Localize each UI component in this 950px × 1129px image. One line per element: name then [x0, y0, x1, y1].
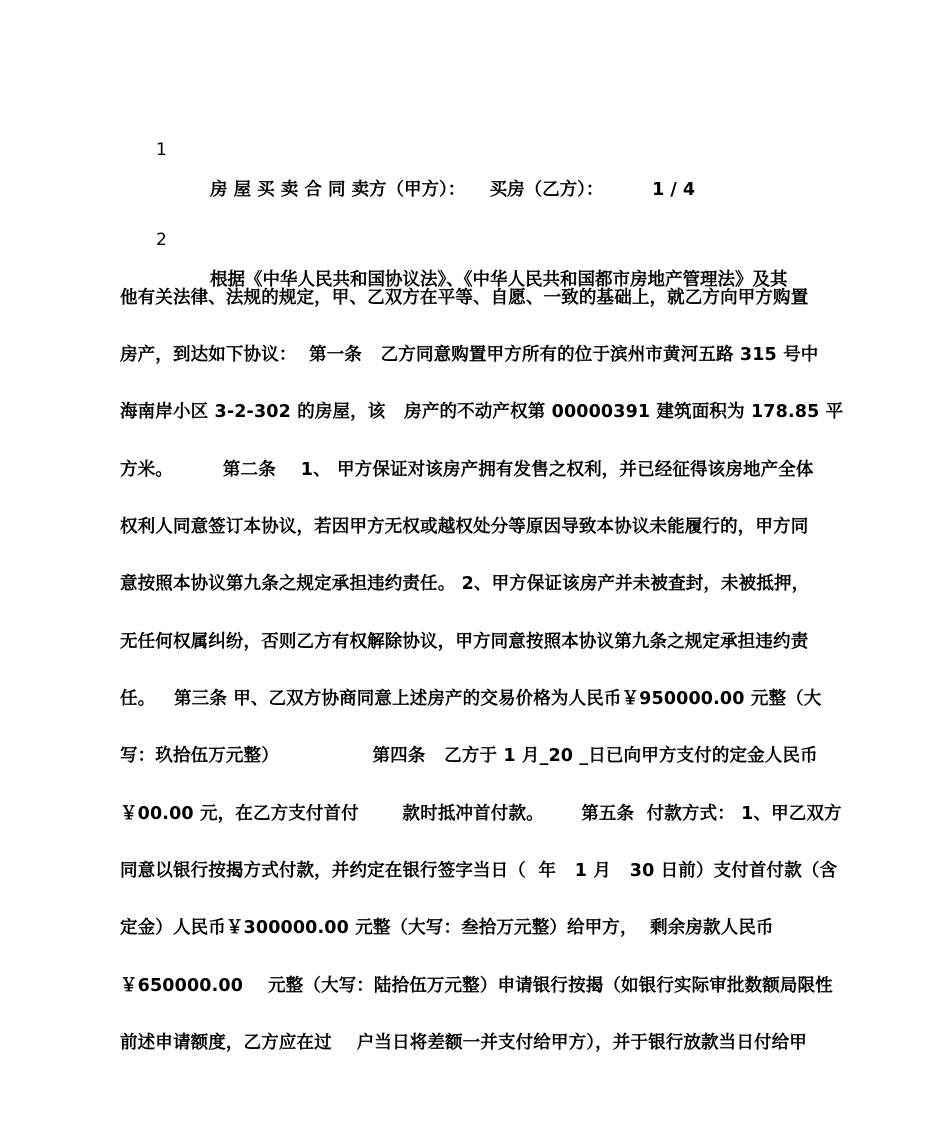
paragraph-line: [0, 811, 950, 881]
paragraph-text: 房产，到达如下协议： 第一条 乙方同意购置甲方所有的位于滨州市黄河五路 315 号中: [120, 345, 819, 365]
paragraph-text: 前述申请额度，乙方应在过 户当日将差额一并支付给甲方），并于银行放款当日付给甲: [120, 1033, 807, 1053]
paragraph-line: [0, 696, 950, 766]
paragraph-text: 无任何权属纠纷，否则乙方有权解除协议，甲方同意按照本协议第九条之规定承担违约责: [120, 632, 809, 652]
paragraph-line: [0, 582, 950, 652]
paragraph-line: [0, 467, 950, 537]
paragraph-text: ￥00.00 元，在乙方支付首付 款时抵冲首付款。 第五条 付款方式： 1、甲乙双方: [120, 804, 842, 824]
paragraph-line: [0, 352, 950, 422]
paragraph-line: [0, 410, 950, 480]
paragraph-text: 权利人同意签订本协议，若因甲方无权或越权处分等原因导致本协议未能履行的，甲方同: [120, 517, 809, 537]
paragraph-line: [0, 639, 950, 709]
paragraph-text: 意按照本协议第九条之规定承担违约责任。 2、甲方保证该房产并未被查封，未被抵押，: [120, 574, 810, 594]
paragraph-text: 海南岸小区 3-2-302 的房屋，该 房产的不动产权第 00000391 建筑面积为 178.85 平: [120, 402, 844, 422]
heading-text: 房 屋 买 卖 合 同 卖方（甲方）： 买房（乙方）： 1 / 4: [210, 180, 696, 200]
paragraph-text: 根据《中华人民共和国协议法》、《中华人民共和国都市房地产管理法》及其: [210, 270, 788, 290]
paragraph-line: [0, 926, 950, 996]
paragraph-line: [0, 983, 950, 1053]
paragraph-line: [0, 295, 950, 365]
paragraph-text: ￥650000.00 元整（大写：陆拾伍万元整）申请银行按揭（如银行实际审批数额局限性: [120, 976, 833, 996]
paragraph-text: 定金）人民币￥300000.00 元整（大写：叁拾万元整）给甲方， 剩余房款人民币: [120, 918, 774, 938]
paragraph-line: [0, 868, 950, 938]
paragraph-line: [0, 754, 950, 824]
paragraph-text: 他有关法律、法规的规定，甲、乙双方在平等、自愿、一致的基础上，就乙方向甲方购置: [120, 288, 809, 308]
paragraph-line: [0, 524, 950, 594]
line-number: 1: [156, 140, 167, 160]
paragraph-text: 写：玖拾伍万元整） 第四条 乙方于 1 月_20 _日已向甲方支付的定金人民币: [120, 746, 818, 766]
line-number: 2: [156, 230, 167, 250]
paragraph-text: 任。 第三条 甲、乙双方协商同意上述房产的交易价格为人民币￥950000.00 元整（大: [120, 689, 822, 709]
paragraph-text: 同意以银行按揭方式付款，并约定在银行签字当日（ 年 1 月 30 日前）支付首付款（含: [120, 861, 838, 881]
paragraph-text: 方米。 第二条 1、 甲方保证对该房产拥有发售之权利，并已经征得该房地产全体: [120, 460, 814, 480]
heading-line: [0, 90, 950, 200]
paragraph-first-line: [0, 180, 950, 290]
